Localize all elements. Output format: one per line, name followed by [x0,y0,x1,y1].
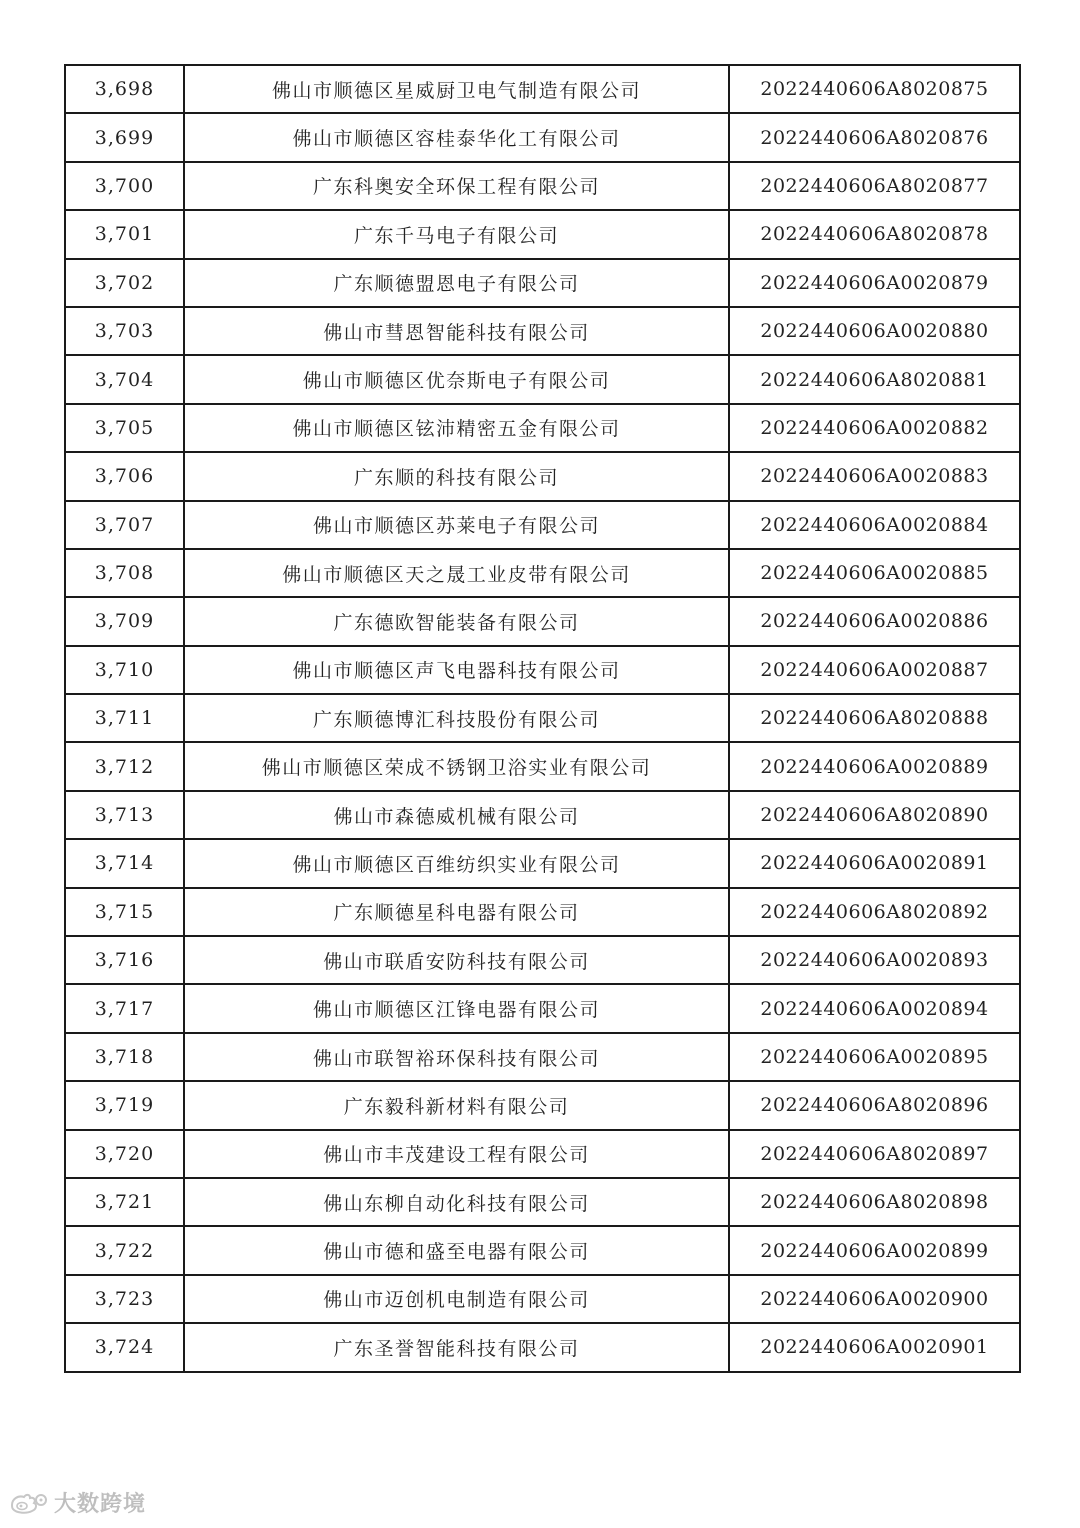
company-name-cell: 广东顺德博汇科技股份有限公司 [184,694,729,742]
row-number-cell: 3,707 [65,501,184,549]
row-number-cell: 3,724 [65,1323,184,1371]
registration-code-cell: 2022440606A0020887 [729,646,1020,694]
registration-code-cell: 2022440606A0020884 [729,501,1020,549]
row-number-cell: 3,706 [65,452,184,500]
registration-code-cell: 2022440606A0020893 [729,936,1020,984]
row-number-cell: 3,721 [65,1178,184,1226]
row-number-cell: 3,709 [65,597,184,645]
registration-code-cell: 2022440606A8020878 [729,210,1020,258]
table-row [65,210,1020,258]
table-row [65,984,1020,1032]
registration-code-cell: 2022440606A8020890 [729,791,1020,839]
registration-code-cell: 2022440606A8020888 [729,694,1020,742]
table-row [65,162,1020,210]
company-name-cell: 佛山市顺德区声飞电器科技有限公司 [184,646,729,694]
company-name-cell: 佛山市丰茂建设工程有限公司 [184,1130,729,1178]
registration-code-cell: 2022440606A8020898 [729,1178,1020,1226]
table-row [65,597,1020,645]
row-number-cell: 3,703 [65,307,184,355]
row-number-cell: 3,715 [65,888,184,936]
company-name-cell: 广东千马电子有限公司 [184,210,729,258]
company-name-cell: 佛山市德和盛至电器有限公司 [184,1226,729,1274]
row-number-cell: 3,711 [65,694,184,742]
table-row [65,355,1020,403]
row-number-cell: 3,712 [65,742,184,790]
row-number-cell: 3,716 [65,936,184,984]
company-list-table [64,64,1021,1373]
table-row [65,65,1020,113]
company-name-cell: 广东顺的科技有限公司 [184,452,729,500]
company-name-cell: 广东顺德盟恩电子有限公司 [184,259,729,307]
table-row [65,791,1020,839]
table-row [65,1033,1020,1081]
registration-code-cell: 2022440606A0020883 [729,452,1020,500]
row-number-cell: 3,698 [65,65,184,113]
row-number-cell: 3,699 [65,113,184,161]
registration-code-cell: 2022440606A8020896 [729,1081,1020,1129]
registration-code-cell: 2022440606A8020881 [729,355,1020,403]
company-name-cell: 佛山市森德威机械有限公司 [184,791,729,839]
company-name-cell: 广东德欧智能装备有限公司 [184,597,729,645]
table-row [65,501,1020,549]
company-name-cell: 佛山市迈创机电制造有限公司 [184,1275,729,1323]
watermark [8,1487,146,1518]
row-number-cell: 3,720 [65,1130,184,1178]
registration-code-cell: 2022440606A0020885 [729,549,1020,597]
registration-code-cell: 2022440606A0020891 [729,839,1020,887]
registration-code-cell: 2022440606A0020880 [729,307,1020,355]
table-row [65,549,1020,597]
table-body [65,65,1020,1372]
registration-code-cell: 2022440606A0020882 [729,404,1020,452]
row-number-cell: 3,701 [65,210,184,258]
registration-code-cell: 2022440606A0020879 [729,259,1020,307]
company-name-cell: 佛山东柳自动化科技有限公司 [184,1178,729,1226]
company-name-cell: 广东顺德星科电器有限公司 [184,888,729,936]
registration-code-cell: 2022440606A0020895 [729,1033,1020,1081]
table-row [65,694,1020,742]
table-row [65,1178,1020,1226]
row-number-cell: 3,723 [65,1275,184,1323]
company-name-cell: 佛山市顺德区天之晟工业皮带有限公司 [184,549,729,597]
table-row [65,1275,1020,1323]
registration-code-cell: 2022440606A0020901 [729,1323,1020,1371]
company-name-cell: 佛山市顺德区优奈斯电子有限公司 [184,355,729,403]
table-row [65,259,1020,307]
registration-code-cell: 2022440606A0020889 [729,742,1020,790]
row-number-cell: 3,705 [65,404,184,452]
registration-code-cell: 2022440606A8020892 [729,888,1020,936]
company-name-cell: 佛山市顺德区星威厨卫电气制造有限公司 [184,65,729,113]
registration-code-cell: 2022440606A8020876 [729,113,1020,161]
weibo-logo-icon [8,1491,50,1515]
company-name-cell: 佛山市顺德区苏莱电子有限公司 [184,501,729,549]
company-name-cell: 佛山市顺德区江锋电器有限公司 [184,984,729,1032]
row-number-cell: 3,722 [65,1226,184,1274]
row-number-cell: 3,714 [65,839,184,887]
company-name-cell: 广东科奥安全环保工程有限公司 [184,162,729,210]
company-name-cell: 广东毅科新材料有限公司 [184,1081,729,1129]
table-row [65,113,1020,161]
row-number-cell: 3,717 [65,984,184,1032]
registration-code-cell: 2022440606A0020900 [729,1275,1020,1323]
registration-code-cell: 2022440606A0020886 [729,597,1020,645]
row-number-cell: 3,704 [65,355,184,403]
table-row [65,1130,1020,1178]
company-name-cell: 佛山市联盾安防科技有限公司 [184,936,729,984]
company-name-cell: 佛山市联智裕环保科技有限公司 [184,1033,729,1081]
table-row [65,404,1020,452]
company-name-cell: 佛山市顺德区荣成不锈钢卫浴实业有限公司 [184,742,729,790]
table-row [65,936,1020,984]
registration-code-cell: 2022440606A0020899 [729,1226,1020,1274]
row-number-cell: 3,702 [65,259,184,307]
table-row [65,742,1020,790]
table-row [65,1323,1020,1371]
watermark-text: 大数跨境 [54,1492,147,1517]
row-number-cell: 3,708 [65,549,184,597]
registration-code-cell: 2022440606A8020877 [729,162,1020,210]
row-number-cell: 3,700 [65,162,184,210]
row-number-cell: 3,719 [65,1081,184,1129]
row-number-cell: 3,713 [65,791,184,839]
company-name-cell: 佛山市顺德区百维纺织实业有限公司 [184,839,729,887]
registration-code-cell: 2022440606A8020897 [729,1130,1020,1178]
registration-code-cell: 2022440606A8020875 [729,65,1020,113]
table-row [65,452,1020,500]
company-name-cell: 佛山市彗恩智能科技有限公司 [184,307,729,355]
table-row [65,1081,1020,1129]
row-number-cell: 3,710 [65,646,184,694]
company-name-cell: 佛山市顺德区铉沛精密五金有限公司 [184,404,729,452]
row-number-cell: 3,718 [65,1033,184,1081]
registration-code-cell: 2022440606A0020894 [729,984,1020,1032]
table-row [65,646,1020,694]
table-row [65,839,1020,887]
table-row [65,307,1020,355]
company-name-cell: 佛山市顺德区容桂泰华化工有限公司 [184,113,729,161]
table-row [65,888,1020,936]
table-row [65,1226,1020,1274]
company-name-cell: 广东圣誉智能科技有限公司 [184,1323,729,1371]
